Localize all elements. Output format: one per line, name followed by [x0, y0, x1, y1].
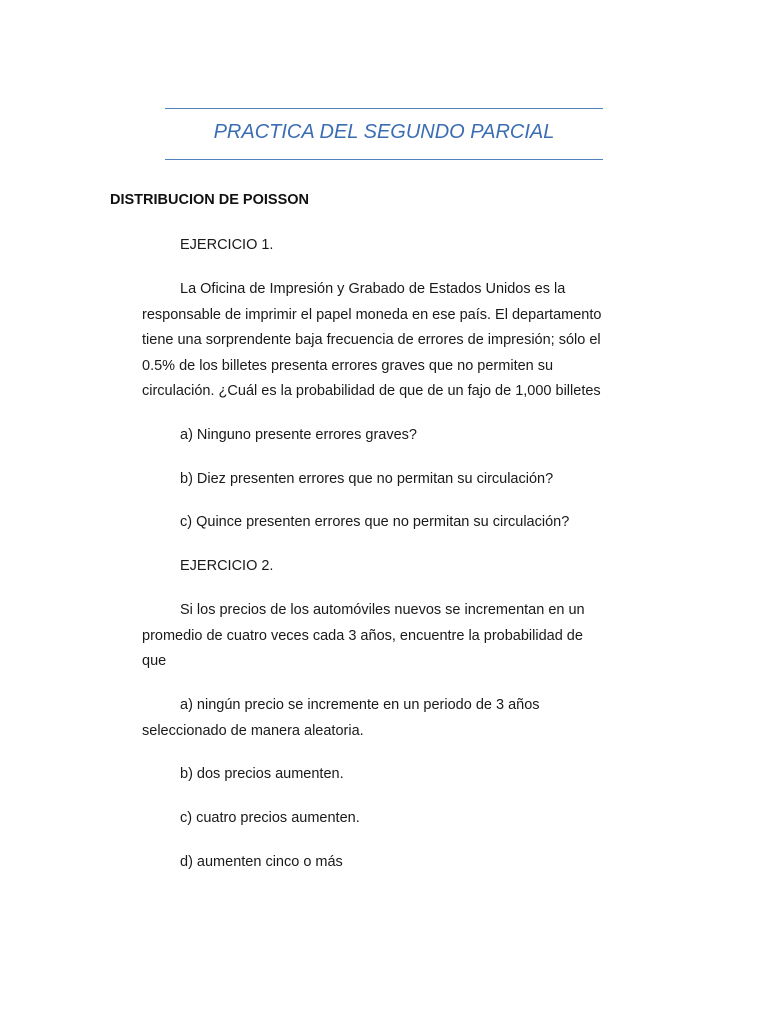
exercise-1-paragraph-line: circulación. ¿Cuál es la probabilidad de que de un fajo de 1,000 billetes — [142, 383, 601, 399]
exercise-2-item-d: d) aumenten cinco o más — [180, 854, 343, 870]
exercise-1-paragraph-line: La Oficina de Impresión y Grabado de Estados Unidos es la — [180, 281, 566, 297]
exercise-2-item-a-line: a) ningún precio se incremente en un periodo de 3 años — [180, 697, 540, 713]
exercise-1-item-c: c) Quince presenten errores que no permitan su circulación? — [180, 514, 570, 530]
exercise-1-label: EJERCICIO 1. — [180, 237, 274, 253]
exercise-1-paragraph-line: 0.5% de los billetes presenta errores graves que no permiten su — [142, 358, 554, 374]
exercise-2-paragraph-line: Si los precios de los automóviles nuevos se incrementan en un — [180, 602, 585, 618]
exercise-2-item-b: b) dos precios aumenten. — [180, 766, 344, 782]
exercise-2-item-a-line: seleccionado de manera aleatoria. — [142, 723, 364, 739]
exercise-1-paragraph-line: tiene una sorprendente baja frecuencia de errores de impresión; sólo el — [142, 332, 601, 348]
exercise-1-item-a: a) Ninguno presente errores graves? — [180, 427, 417, 443]
title-top-rule — [165, 108, 603, 109]
exercise-2-item-c: c) cuatro precios aumenten. — [180, 810, 360, 826]
document-title: PRACTICA DEL SEGUNDO PARCIAL — [213, 121, 555, 143]
exercise-1-item-b: b) Diez presenten errores que no permitan su circulación? — [180, 471, 554, 487]
exercise-1-paragraph-line: responsable de imprimir el papel moneda en ese país. El departamento — [142, 307, 602, 323]
exercise-2-paragraph-line: que — [142, 653, 167, 669]
exercise-2-paragraph-line: promedio de cuatro veces cada 3 años, encuentre la probabilidad de — [142, 628, 583, 644]
section-heading: DISTRIBUCION DE POISSON — [110, 192, 309, 208]
title-bottom-rule — [165, 159, 603, 160]
exercise-2-label: EJERCICIO 2. — [180, 558, 274, 574]
